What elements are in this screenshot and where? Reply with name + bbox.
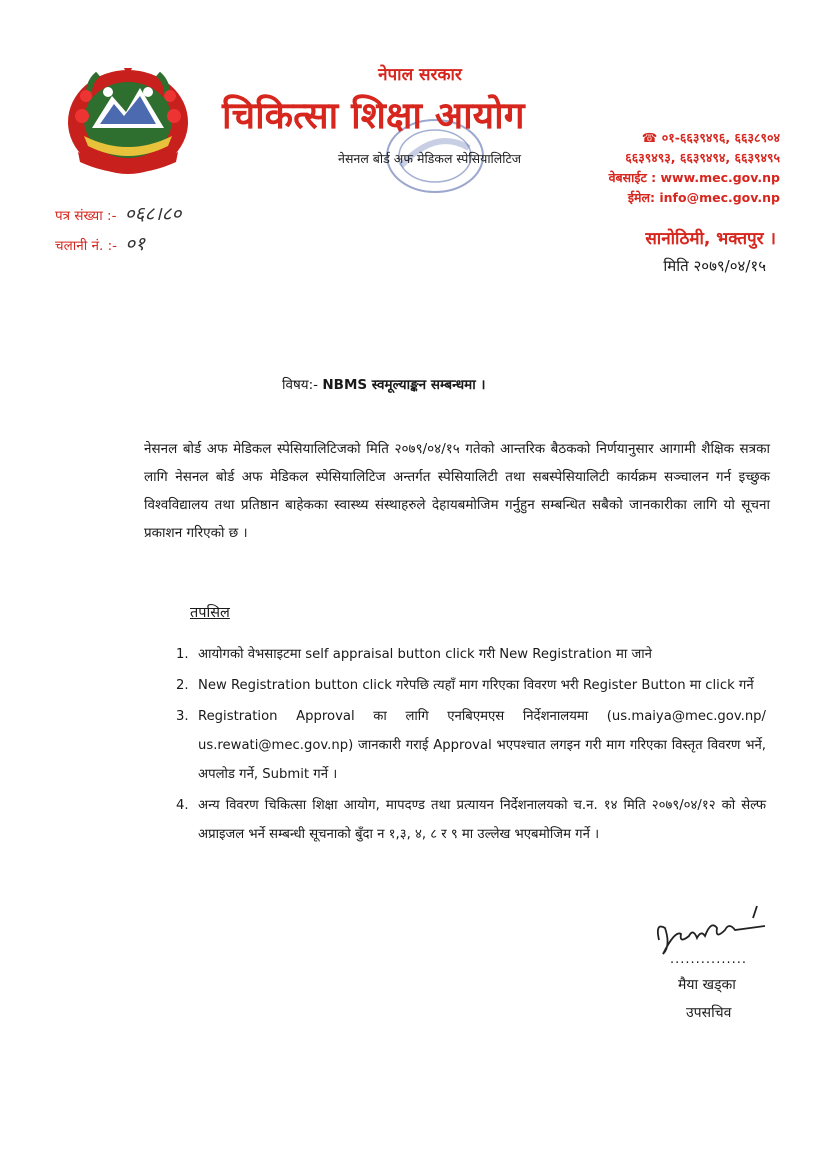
letter-date: मिति २०७९/०४/१५ [663,257,766,275]
item-number: 3. [176,709,189,724]
item-number: 2. [176,678,189,693]
phone-line-2: ६६३९४९३, ६६३९४९४, ६६३९४९५ [625,150,780,165]
body-paragraph: नेसनल बोर्ड अफ मेडिकल स्पेसियालिटिजको मिति २०७९/०४/१५ गतेको आन्तरिक बैठकको निर्णयानुसार आगामी शैक्षिक सत्रका लागि नेसनल बोर्ड अफ मेडिकल स्पेसियालिटिज अन्तर्गत स्पेसियालिटी तथा सबस्पेसियालिटी कार्यक्रम सञ्चालन गर्न इच्छुक विश्वविद्यालय तथा प्रतिष्ठान बाहेकका स्वास्थ्य संस्थाहरुले देहायबमोजिम गर्नुहुन सम्बन्धित सबैको जानकारीका लागि यो सूचना प्रकाशन गरिएको छ । [144,441,770,541]
chalani-value: ०१ [125,233,146,255]
chalani-number [55,230,181,260]
item-number: 1. [176,647,189,662]
patra-value: ०६८।८० [124,203,182,225]
phone-line-1: ☎ ०१-६६३९४९६, ६६३८९०४ [641,130,780,145]
subject-label: विषय:- [282,377,319,393]
details-list [176,640,776,851]
list-item [176,671,776,700]
handwritten-signature [645,900,775,960]
reference-block [55,200,181,260]
contact-block [609,128,780,208]
website: वेबसाईट : www.mec.gov.np [608,170,780,185]
list-item [176,640,776,669]
government-name: नेपाल सरकार [378,65,462,85]
subject-text: NBMS स्वमूल्याङ्कन सम्बन्धमा । [322,377,486,393]
details-heading: तपसिल [190,605,230,621]
item-text: New Registration button click गरेपछि त्यहाँ माग गरिएका विवरण भरी Register Button मा click गर्ने [198,678,754,693]
commission-name: चिकित्सा शिक्षा आयोग [222,94,525,137]
email: ईमेल: info@mec.gov.np [627,190,780,205]
nepal-emblem-icon [64,66,192,178]
board-name: नेसनल बोर्ड अफ मेडिकल स्पेसियालिटिज [338,151,522,166]
list-item [176,791,776,849]
signature-dots: ............... [670,952,747,967]
item-text: आयोगको वेभसाइटमा self appraisal button click गरी New Registration मा जाने [198,647,652,662]
office-address: सानोठिमी, भक्तपुर । [645,229,776,249]
patra-label: पत्र संख्या :- [55,208,117,224]
signatory-name: मैया खड्का [678,977,736,993]
item-text: अन्य विवरण चिकित्सा शिक्षा आयोग, मापदण्ड तथा प्रत्यायन निर्देशनालयको च.न. १४ मिति २०७९/०४/१२ को सेल्फ अप्राइजल भर्ने सम्बन्धी सूचनाको बुँदा न १,३, ४, ८ र ९ मा उल्लेख भएबमोजिम गर्ने । [198,798,766,842]
subject-line [282,375,486,393]
list-item [176,702,776,789]
item-text: Registration Approval का लागि एनबिएमएस निर्देशनालयमा (us.maiya@mec.gov.np/ us.rewati@mec.gov.np) जानकारी गराई Approval भएपश्चात लगइन गरी माग गरिएका विस्तृत विवरण भर्ने, अपलोड गर्ने, Submit गर्ने । [198,709,766,782]
chalani-label: चलानी नं. :- [55,238,117,254]
patra-sankhya [55,200,181,230]
item-number: 4. [176,798,189,813]
signatory-title: उपसचिव [686,1005,732,1021]
